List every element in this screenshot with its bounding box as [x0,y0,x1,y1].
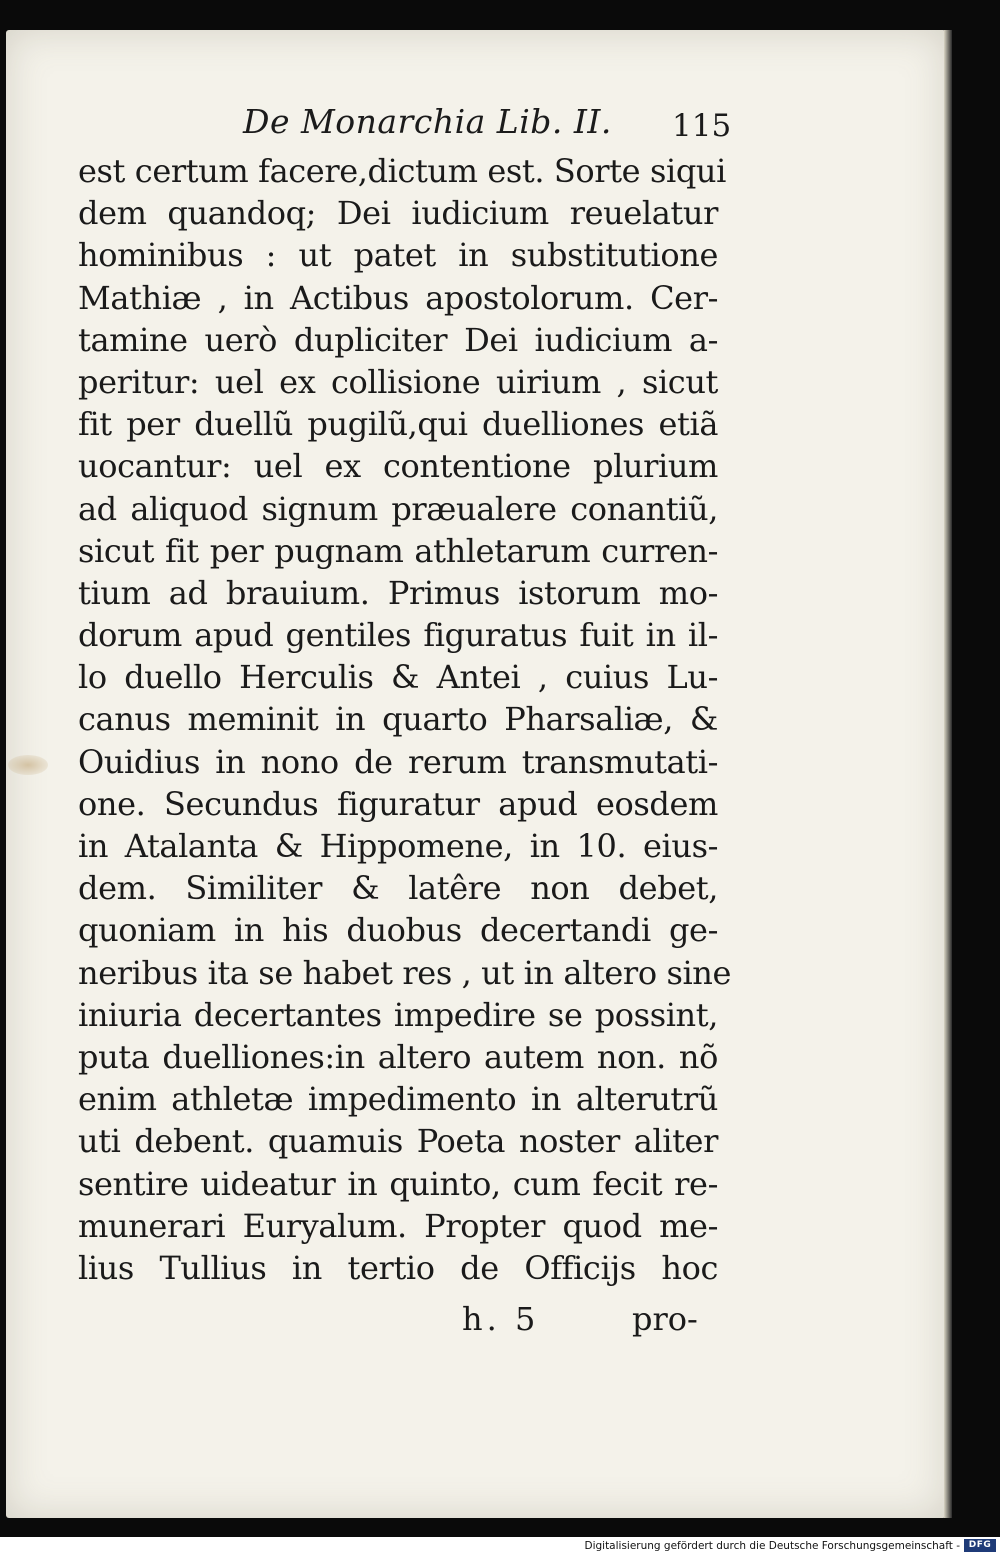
text-line: peritur: uel ex collisione uirium , sicut [78,362,718,401]
text-line: neribus ita se habet res , ut in altero sine [78,953,732,992]
text-line: fit per duellũ pugilũ,qui duelliones etiã [78,405,718,444]
signature-mark: h. 5 [462,1300,540,1338]
page-number: 115 [672,108,732,144]
text-line: tamine uerò dupliciter Dei iudicium a- [78,320,718,359]
text-line: lo duello Herculis & Antei , cuius Lu- [78,658,718,697]
text-line: sentire uideatur in quinto, cum fecit re- [78,1164,718,1203]
text-line: ad aliquod signum præualere conantiũ, [78,489,718,528]
text-line: munerari Euryalum. Propter quod me- [78,1206,718,1245]
text-line: uti debent. quamuis Poeta noster aliter [78,1122,718,1161]
running-head [0,100,1000,150]
text-line: enim athletæ impedimento in alterutrũ [78,1080,718,1119]
text-line: quoniam in his duobus decertandi ge- [78,911,718,950]
text-line: Ouidius in nono de rerum transmutati- [78,742,718,781]
text-line: canus meminit in quarto Pharsaliæ, & [78,700,718,739]
text-line: in Atalanta & Hippomene, in 10. eius- [78,827,718,865]
text-line: one. Secundus figuratur apud eosdem [78,784,718,823]
catchword: pro- [632,1300,698,1338]
text-line: puta duelliones:in altero autem non. nõ [78,1037,718,1076]
text-line: Mathiæ , in Actibus apostolorum. Cer- [78,278,718,317]
running-head-title: De Monarchia Lib. II. [243,102,612,141]
text-line: uocantur: uel ex contentione plurium [78,447,718,486]
credit-text: Digitalisierung gefördert durch die Deutsche Forschungsgemeinschaft - [584,1540,960,1552]
text-line: sicut fit per pugnam athletarum curren- [78,531,718,570]
text-line: dorum apud gentiles figuratus fuit in il- [78,616,718,655]
text-line: tium ad brauium. Primus istorum mo- [78,573,718,612]
body-text [78,150,732,1289]
text-line: dem quandoq; Dei iudicium reuelatur [78,194,718,233]
dfg-logo: DFG [964,1539,996,1552]
text-line: hominibus : ut patet in substitutione [78,236,718,275]
text-line: dem. Similiter & latêre non debet, [78,869,718,908]
paper-stain [8,755,48,775]
page-edge [944,30,952,1518]
text-line: iniuria decertantes impedire se possint, [78,995,718,1034]
text-line: lius Tullius in tertio de Officijs hoc [78,1248,718,1287]
text-line: est certum facere,dictum est. Sorte siqui [78,152,726,190]
credit-bar [0,1537,1000,1555]
